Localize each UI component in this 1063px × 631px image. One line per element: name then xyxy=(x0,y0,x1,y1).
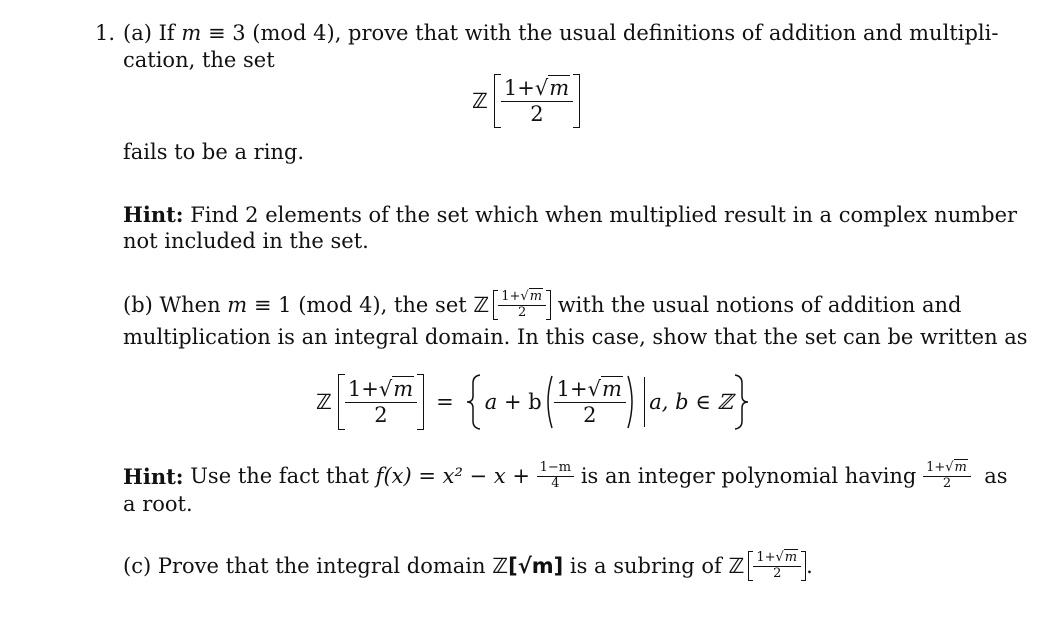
right-brace xyxy=(733,374,749,430)
hint1-line1: Hint: Find 2 elements of the set which when multiplied result in a complex number xyxy=(123,202,1018,227)
problem-number: 1. xyxy=(95,21,116,45)
left-paren xyxy=(542,375,554,429)
right-paren xyxy=(626,375,638,429)
equation-b: ℤ $\frac{1+√m}{2}$ = a + b $\frac{1+√m}{2}$ a, b ∈ ℤ xyxy=(316,372,749,432)
part-b-line2: multiplication is an integral domain. In this case, show that the set can be written as xyxy=(123,325,1028,349)
hint2-line2: a root. xyxy=(123,492,193,516)
left-brace xyxy=(466,374,482,430)
part-b-line1: (b) When m ≡ 1 (mod 4), the set ℤ $\frac{1+√m}{2}$ with the usual notions of addition and xyxy=(123,289,962,320)
hint2-line1: Hint: Use the fact that f(x) = x² − x + $\frac{1-m}{4}$ is an integer polynomial having $\frac{1+√m}{2}$ as xyxy=(123,460,1008,491)
part-a-line1: (a) If m ≡ 3 (mod 4), prove that with the usual definitions of addition and multipli- xyxy=(123,21,999,45)
part-a-conclusion: fails to be a ring. xyxy=(123,140,305,164)
ring-display-a: ℤ $\frac{1+√m}{2}$ xyxy=(472,72,580,130)
part-c: (c) Prove that the integral domain ℤ[√m] is a subring of ℤ $\frac{1+√m}{2}$ . xyxy=(123,550,813,581)
part-a-line2: cation, the set xyxy=(123,48,275,72)
hint1-line2: not included in the set. xyxy=(123,229,369,253)
